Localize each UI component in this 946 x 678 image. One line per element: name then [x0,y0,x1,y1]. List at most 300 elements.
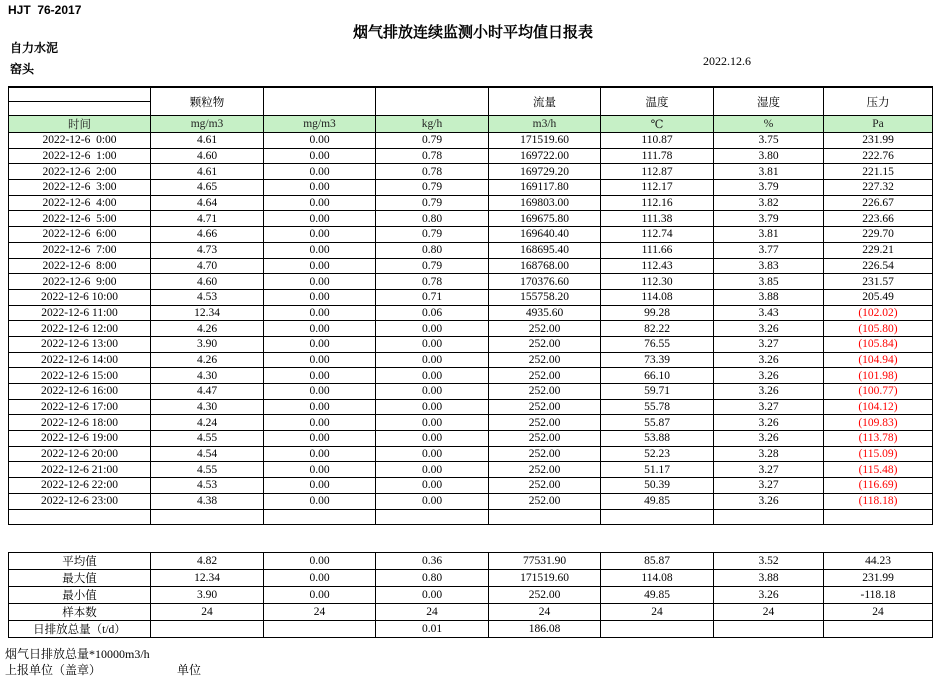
summary-cell-second-mgm3: 0.00 [264,570,376,587]
hour-row [9,164,933,180]
cell-rate-kgh: 0.00 [376,431,489,447]
cell-flow-m3h: 169675.80 [489,211,601,227]
cell-second-mgm3: 0.00 [264,227,376,243]
summary-cell-rate-kgh: 24 [376,604,489,621]
cell-temperature-c: 50.39 [601,478,714,494]
group-header-row [9,87,933,102]
cell-temperature-c: 59.71 [601,384,714,400]
summary-cell-temperature-c: 24 [601,604,714,621]
footer-note: 烟气日排放总量*10000m3/h [5,647,150,661]
cell-time: 2022-12-6 19:00 [9,431,151,447]
cell-second-mgm3: 0.00 [264,462,376,478]
cell-second-mgm3: 0.00 [264,336,376,352]
cell-rate-kgh: 0.79 [376,227,489,243]
cell-flow-m3h: 168768.00 [489,258,601,274]
cell-humidity-pct: 3.83 [714,258,824,274]
summary-label: 最大值 [9,570,151,587]
cell-rate-kgh: 0.06 [376,305,489,321]
cell-particulate-mgm3: 3.90 [151,336,264,352]
cell-particulate-mgm3: 4.30 [151,368,264,384]
column-header-humidity-pct: 湿度 [714,87,824,116]
summary-cell-flow-m3h: 171519.60 [489,570,601,587]
summary-cell-rate-kgh: 0.80 [376,570,489,587]
cell-flow-m3h: 155758.20 [489,289,601,305]
summary-row [9,604,933,621]
cell-time: 2022-12-6 17:00 [9,399,151,415]
cell-particulate-mgm3: 4.47 [151,384,264,400]
hour-row [9,274,933,290]
cell-pressure-pa: 227.32 [824,180,933,196]
cell-time: 2022-12-6 20:00 [9,446,151,462]
cell-rate-kgh: 0.80 [376,242,489,258]
cell-rate-kgh: 0.78 [376,148,489,164]
cell-time: 2022-12-6 11:00 [9,305,151,321]
cell-temperature-c: 55.87 [601,415,714,431]
cell-flow-m3h: 170376.60 [489,274,601,290]
cell-pressure-pa: (104.94) [824,352,933,368]
cell-rate-kgh: 0.71 [376,289,489,305]
hour-row [9,431,933,447]
summary-cell-temperature-c: 49.85 [601,587,714,604]
cell-flow-m3h: 169640.40 [489,227,601,243]
cell-time: 2022-12-6 18:00 [9,415,151,431]
cell-humidity-pct: 3.77 [714,242,824,258]
summary-cell-particulate-mgm3: 3.90 [151,587,264,604]
cell-flow-m3h: 252.00 [489,462,601,478]
column-header-pressure-pa: 压力 [824,87,933,116]
summary-cell-pressure-pa: 231.99 [824,570,933,587]
column-header-particulate-mgm3: 颗粒物 [151,87,264,116]
cell-temperature-c: 110.87 [601,133,714,149]
hour-row [9,478,933,494]
cell-flow-m3h: 252.00 [489,399,601,415]
summary-cell-flow-m3h: 24 [489,604,601,621]
summary-cell-humidity-pct: 3.52 [714,553,824,570]
cell-particulate-mgm3: 4.71 [151,211,264,227]
cell-humidity-pct: 3.75 [714,133,824,149]
cell-second-mgm3: 0.00 [264,305,376,321]
cell-temperature-c: 82.22 [601,321,714,337]
hour-row [9,352,933,368]
cell-time: 2022-12-6 7:00 [9,242,151,258]
cell-second-mgm3: 0.00 [264,195,376,211]
hour-row [9,336,933,352]
column-header-rate-kgh [376,87,489,116]
cell-temperature-c: 76.55 [601,336,714,352]
cell-particulate-mgm3: 4.66 [151,227,264,243]
summary-cell-rate-kgh: 0.36 [376,553,489,570]
summary-cell-particulate-mgm3 [151,621,264,638]
blank-cell-humidity-pct [714,509,824,525]
cell-pressure-pa: 221.15 [824,164,933,180]
cell-second-mgm3: 0.00 [264,180,376,196]
cell-time: 2022-12-6 23:00 [9,493,151,509]
cell-rate-kgh: 0.00 [376,368,489,384]
cell-particulate-mgm3: 4.70 [151,258,264,274]
summary-cell-second-mgm3: 0.00 [264,587,376,604]
cell-flow-m3h: 252.00 [489,431,601,447]
cell-rate-kgh: 0.79 [376,180,489,196]
report-date: 2022.12.6 [703,54,751,68]
summary-label: 日排放总量（t/d） [9,621,151,638]
column-header-second-mgm3 [264,87,376,116]
column-header-flow-m3h: 流量 [489,87,601,116]
cell-time: 2022-12-6 22:00 [9,478,151,494]
cell-second-mgm3: 0.00 [264,164,376,180]
cell-second-mgm3: 0.00 [264,133,376,149]
cell-flow-m3h: 252.00 [489,352,601,368]
cell-particulate-mgm3: 4.55 [151,462,264,478]
cell-temperature-c: 112.30 [601,274,714,290]
summary-table-body [9,553,933,638]
cell-flow-m3h: 252.00 [489,384,601,400]
hour-row [9,399,933,415]
cell-flow-m3h: 169117.80 [489,180,601,196]
cell-time: 2022-12-6 13:00 [9,336,151,352]
cell-rate-kgh: 0.00 [376,399,489,415]
cell-pressure-pa: (109.83) [824,415,933,431]
cell-flow-m3h: 252.00 [489,478,601,494]
cell-pressure-pa: (100.77) [824,384,933,400]
cell-temperature-c: 112.74 [601,227,714,243]
hour-row [9,462,933,478]
unit-header-pressure-pa: Pa [824,116,933,133]
unit-header-particulate-mgm3: mg/m3 [151,116,264,133]
unit-header-second-mgm3: mg/m3 [264,116,376,133]
summary-row [9,570,933,587]
cell-temperature-c: 112.87 [601,164,714,180]
hour-row [9,227,933,243]
cell-particulate-mgm3: 4.60 [151,148,264,164]
summary-cell-temperature-c: 114.08 [601,570,714,587]
cell-second-mgm3: 0.00 [264,368,376,384]
summary-cell-humidity-pct: 3.26 [714,587,824,604]
summary-cell-second-mgm3: 24 [264,604,376,621]
station-name: 窑头 [10,62,35,76]
summary-row [9,587,933,604]
cell-humidity-pct: 3.26 [714,415,824,431]
cell-rate-kgh: 0.79 [376,195,489,211]
cell-temperature-c: 114.08 [601,289,714,305]
summary-cell-flow-m3h: 252.00 [489,587,601,604]
unit-label: 单位 [177,663,202,677]
cell-humidity-pct: 3.27 [714,478,824,494]
summary-row [9,621,933,638]
cell-temperature-c: 112.43 [601,258,714,274]
corner-cell-bottom [9,102,151,116]
summary-table [8,552,933,638]
cell-temperature-c: 55.78 [601,399,714,415]
cell-particulate-mgm3: 4.61 [151,133,264,149]
cell-flow-m3h: 252.00 [489,446,601,462]
cell-humidity-pct: 3.88 [714,289,824,305]
cell-flow-m3h: 169803.00 [489,195,601,211]
summary-cell-humidity-pct: 24 [714,604,824,621]
cell-particulate-mgm3: 4.30 [151,399,264,415]
cell-time: 2022-12-6 1:00 [9,148,151,164]
cell-pressure-pa: (104.12) [824,399,933,415]
hour-row [9,211,933,227]
report-table [8,86,933,525]
cell-rate-kgh: 0.79 [376,258,489,274]
cell-second-mgm3: 0.00 [264,493,376,509]
cell-temperature-c: 111.66 [601,242,714,258]
cell-humidity-pct: 3.26 [714,431,824,447]
unit-header-rate-kgh: kg/h [376,116,489,133]
cell-humidity-pct: 3.79 [714,180,824,196]
cell-pressure-pa: 231.57 [824,274,933,290]
unit-header-time: 时间 [9,116,151,133]
summary-cell-rate-kgh: 0.00 [376,587,489,604]
cell-second-mgm3: 0.00 [264,258,376,274]
cell-humidity-pct: 3.27 [714,336,824,352]
summary-cell-flow-m3h: 77531.90 [489,553,601,570]
cell-second-mgm3: 0.00 [264,478,376,494]
report-table-header [9,87,933,133]
cell-flow-m3h: 252.00 [489,336,601,352]
cell-rate-kgh: 0.00 [376,462,489,478]
cell-pressure-pa: 231.99 [824,133,933,149]
cell-flow-m3h: 252.00 [489,321,601,337]
cell-humidity-pct: 3.27 [714,462,824,478]
cell-pressure-pa: (105.80) [824,321,933,337]
cell-humidity-pct: 3.43 [714,305,824,321]
cell-flow-m3h: 168695.40 [489,242,601,258]
company-name: 自力水泥 [10,41,59,55]
hour-row [9,305,933,321]
cell-rate-kgh: 0.00 [376,493,489,509]
cell-second-mgm3: 0.00 [264,321,376,337]
summary-cell-temperature-c: 85.87 [601,553,714,570]
cell-rate-kgh: 0.79 [376,133,489,149]
cell-rate-kgh: 0.00 [376,446,489,462]
cell-time: 2022-12-6 14:00 [9,352,151,368]
cell-particulate-mgm3: 4.55 [151,431,264,447]
summary-cell-flow-m3h: 186.08 [489,621,601,638]
cell-humidity-pct: 3.82 [714,195,824,211]
cell-temperature-c: 53.88 [601,431,714,447]
cell-rate-kgh: 0.00 [376,321,489,337]
cell-time: 2022-12-6 10:00 [9,289,151,305]
cell-humidity-pct: 3.79 [714,211,824,227]
summary-cell-humidity-pct: 3.88 [714,570,824,587]
cell-pressure-pa: 222.76 [824,148,933,164]
cell-humidity-pct: 3.26 [714,352,824,368]
cell-temperature-c: 112.16 [601,195,714,211]
cell-flow-m3h: 252.00 [489,415,601,431]
cell-pressure-pa: (116.69) [824,478,933,494]
cell-humidity-pct: 3.26 [714,368,824,384]
cell-temperature-c: 66.10 [601,368,714,384]
cell-second-mgm3: 0.00 [264,242,376,258]
cell-particulate-mgm3: 4.53 [151,289,264,305]
blank-row [9,509,933,525]
cell-time: 2022-12-6 12:00 [9,321,151,337]
cell-rate-kgh: 0.00 [376,384,489,400]
unit-header-flow-m3h: m3/h [489,116,601,133]
hour-row [9,289,933,305]
cell-time: 2022-12-6 4:00 [9,195,151,211]
cell-particulate-mgm3: 4.65 [151,180,264,196]
cell-temperature-c: 112.17 [601,180,714,196]
blank-cell-second-mgm3 [264,509,376,525]
cell-temperature-c: 111.38 [601,211,714,227]
cell-time: 2022-12-6 21:00 [9,462,151,478]
cell-particulate-mgm3: 4.26 [151,352,264,368]
hour-row [9,258,933,274]
cell-temperature-c: 52.23 [601,446,714,462]
summary-label: 最小值 [9,587,151,604]
unit-header-temperature-c: ℃ [601,116,714,133]
cell-temperature-c: 51.17 [601,462,714,478]
cell-particulate-mgm3: 4.26 [151,321,264,337]
cell-temperature-c: 49.85 [601,493,714,509]
cell-second-mgm3: 0.00 [264,148,376,164]
hour-row [9,321,933,337]
cell-time: 2022-12-6 9:00 [9,274,151,290]
cell-pressure-pa: (101.98) [824,368,933,384]
cell-rate-kgh: 0.00 [376,478,489,494]
hour-row [9,133,933,149]
unit-header-row [9,116,933,133]
blank-cell-time [9,509,151,525]
cell-humidity-pct: 3.81 [714,164,824,180]
cell-time: 2022-12-6 16:00 [9,384,151,400]
cell-pressure-pa: 229.70 [824,227,933,243]
cell-pressure-pa: (115.09) [824,446,933,462]
cell-pressure-pa: (115.48) [824,462,933,478]
cell-pressure-pa: (105.84) [824,336,933,352]
report-unit-label: 上报单位（盖章） [5,663,102,677]
cell-flow-m3h: 169729.20 [489,164,601,180]
cell-humidity-pct: 3.81 [714,227,824,243]
hour-row [9,384,933,400]
blank-cell-rate-kgh [376,509,489,525]
column-header-temperature-c: 温度 [601,87,714,116]
cell-temperature-c: 99.28 [601,305,714,321]
summary-cell-rate-kgh: 0.01 [376,621,489,638]
cell-pressure-pa: 223.66 [824,211,933,227]
cell-time: 2022-12-6 0:00 [9,133,151,149]
cell-second-mgm3: 0.00 [264,274,376,290]
cell-time: 2022-12-6 3:00 [9,180,151,196]
summary-cell-particulate-mgm3: 4.82 [151,553,264,570]
hour-row [9,446,933,462]
summary-cell-particulate-mgm3: 24 [151,604,264,621]
report-table-body [9,133,933,525]
summary-label: 平均值 [9,553,151,570]
cell-particulate-mgm3: 4.38 [151,493,264,509]
unit-header-humidity-pct: % [714,116,824,133]
cell-flow-m3h: 252.00 [489,368,601,384]
cell-rate-kgh: 0.80 [376,211,489,227]
cell-rate-kgh: 0.78 [376,274,489,290]
summary-cell-temperature-c [601,621,714,638]
summary-cell-particulate-mgm3: 12.34 [151,570,264,587]
cell-pressure-pa: 226.54 [824,258,933,274]
corner-cell-top [9,87,151,102]
summary-cell-pressure-pa: 24 [824,604,933,621]
hour-row [9,148,933,164]
summary-label: 样本数 [9,604,151,621]
cell-pressure-pa: 205.49 [824,289,933,305]
cell-humidity-pct: 3.26 [714,321,824,337]
cell-flow-m3h: 171519.60 [489,133,601,149]
cell-particulate-mgm3: 4.54 [151,446,264,462]
cell-particulate-mgm3: 4.61 [151,164,264,180]
cell-flow-m3h: 169722.00 [489,148,601,164]
blank-cell-pressure-pa [824,509,933,525]
cell-humidity-pct: 3.80 [714,148,824,164]
cell-pressure-pa: (113.78) [824,431,933,447]
summary-row [9,553,933,570]
cell-second-mgm3: 0.00 [264,446,376,462]
hour-row [9,195,933,211]
doc-code: HJT 76-2017 [8,3,82,17]
summary-cell-pressure-pa: 44.23 [824,553,933,570]
cell-rate-kgh: 0.00 [376,336,489,352]
cell-second-mgm3: 0.00 [264,352,376,368]
cell-particulate-mgm3: 4.73 [151,242,264,258]
cell-pressure-pa: (118.18) [824,493,933,509]
summary-cell-second-mgm3: 0.00 [264,553,376,570]
cell-second-mgm3: 0.00 [264,384,376,400]
blank-cell-particulate-mgm3 [151,509,264,525]
cell-humidity-pct: 3.28 [714,446,824,462]
cell-particulate-mgm3: 4.64 [151,195,264,211]
cell-flow-m3h: 252.00 [489,493,601,509]
cell-humidity-pct: 3.26 [714,384,824,400]
cell-pressure-pa: (102.02) [824,305,933,321]
cell-temperature-c: 73.39 [601,352,714,368]
cell-time: 2022-12-6 5:00 [9,211,151,227]
cell-second-mgm3: 0.00 [264,399,376,415]
cell-second-mgm3: 0.00 [264,415,376,431]
cell-humidity-pct: 3.26 [714,493,824,509]
summary-cell-pressure-pa: -118.18 [824,587,933,604]
cell-pressure-pa: 226.67 [824,195,933,211]
cell-time: 2022-12-6 6:00 [9,227,151,243]
hour-row [9,415,933,431]
cell-rate-kgh: 0.00 [376,415,489,431]
blank-cell-flow-m3h [489,509,601,525]
cell-rate-kgh: 0.78 [376,164,489,180]
hour-row [9,180,933,196]
cell-particulate-mgm3: 12.34 [151,305,264,321]
cell-temperature-c: 111.78 [601,148,714,164]
hour-row [9,493,933,509]
blank-cell-temperature-c [601,509,714,525]
cell-pressure-pa: 229.21 [824,242,933,258]
cell-time: 2022-12-6 8:00 [9,258,151,274]
summary-cell-humidity-pct [714,621,824,638]
cell-second-mgm3: 0.00 [264,431,376,447]
cell-particulate-mgm3: 4.60 [151,274,264,290]
cell-time: 2022-12-6 2:00 [9,164,151,180]
hour-row [9,242,933,258]
cell-particulate-mgm3: 4.24 [151,415,264,431]
cell-humidity-pct: 3.85 [714,274,824,290]
summary-cell-second-mgm3 [264,621,376,638]
hour-row [9,368,933,384]
cell-humidity-pct: 3.27 [714,399,824,415]
cell-time: 2022-12-6 15:00 [9,368,151,384]
cell-particulate-mgm3: 4.53 [151,478,264,494]
page-title: 烟气排放连续监测小时平均值日报表 [352,25,593,41]
cell-rate-kgh: 0.00 [376,352,489,368]
summary-cell-pressure-pa [824,621,933,638]
cell-second-mgm3: 0.00 [264,211,376,227]
